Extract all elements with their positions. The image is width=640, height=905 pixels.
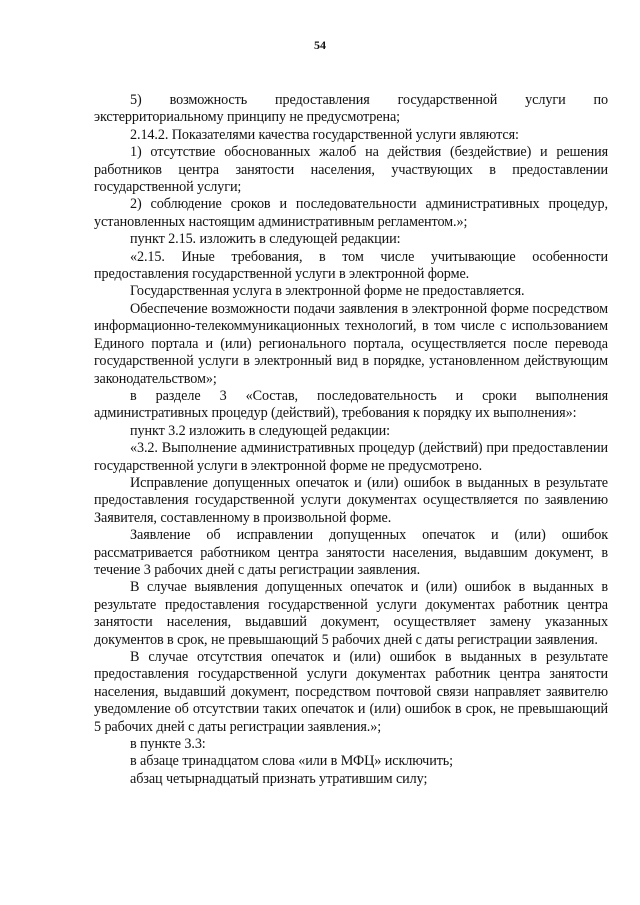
paragraph-item-3-3: в пункте 3.3: [130,736,206,753]
page-number: 54 [314,38,326,52]
paragraph-electronic-submission: Обеспечение возможности подачи заявления в электронной форме посредством информационно-телекоммуникационных технологий, в том числе с использованием Единого портала и (или) регионального портала, осуществляется после перевода государственной услуги в электронный вид в порядке, установленном действующим законодательством»; [94,300,608,387]
paragraph-typo-correction: Исправление допущенных опечаток и (или) ошибок в выданных в результате предоставления государственной услуги документах осуществляется по заявлению Заявителя, составленному в произвольной форме. [94,474,608,526]
paragraph-2-14-2-heading: 2.14.2. Показателями качества государственной услуги являются: [130,126,519,143]
paragraph-typo-review: Заявление об исправлении допущенных опечаток и (или) ошибок рассматривается работником центра занятости населения, выдавшим документ, в течение 3 рабочих дней с даты регистрации заявления. [94,527,608,578]
document-body [94,92,608,788]
paragraph-fourteenth-clause: абзац четырнадцатый признать утратившим силу; [130,770,428,787]
paragraph-amend-2-15: пункт 2.15. изложить в следующей редакции: [130,231,401,248]
paragraph-amend-3-2: пункт 3.2 изложить в следующей редакции: [130,422,390,439]
paragraph-quality-item-1: 1) отсутствие обоснованных жалоб на действия (бездействие) и решения работников центра занятости населения, участвующих в предоставлении государственной услуги; [94,144,608,196]
paragraph-quality-item-2: 2) соблюдение сроков и последовательности административных процедур, установленных настоящим административным регламентом.»; [94,196,608,230]
paragraph-not-electronic: Государственная услуга в электронной форме не предоставляется. [130,283,525,300]
paragraph-2-15-text: «2.15. Иные требования, в том числе учитывающие особенности предоставления государственной услуги в электронной форме. [94,248,608,283]
paragraph-item-5-extraterritorial: 5) возможность предоставления государственной услуги по экстерриториальному принципу не предусмотрена; [94,92,608,126]
paragraph-section-3: в разделе 3 «Состав, последовательность и сроки выполнения административных процедур (действий), требования к порядку их выполнения»: [94,387,608,422]
paragraph-thirteenth-clause: в абзаце тринадцатом слова «или в МФЦ» исключить; [130,753,454,770]
paragraph-3-2-text: «3.2. Выполнение административных процедур (действий) при предоставлении государственной услуги в электронной форме не предусмотрено. [94,440,608,474]
paragraph-typo-absent: В случае отсутствия опечаток и (или) ошибок в выданных в результате предоставления государственной услуги документах работник центра занятости населения, выдавший документ, посредством почтовой связи направляет заявителю уведомление об отсутствии таких опечаток и (или) ошибок в срок, не превышающий 5 рабочих дней с даты регистрации заявления.»; [94,649,608,735]
paragraph-typo-found: В случае выявления допущенных опечаток и (или) ошибок в выданных в результате предоставления государственной услуги документах работник центра занятости населения, выдавший документ, осуществляет замену указанных документов в срок, не превышающий 5 рабочих дней с даты регистрации заявления. [94,579,608,648]
